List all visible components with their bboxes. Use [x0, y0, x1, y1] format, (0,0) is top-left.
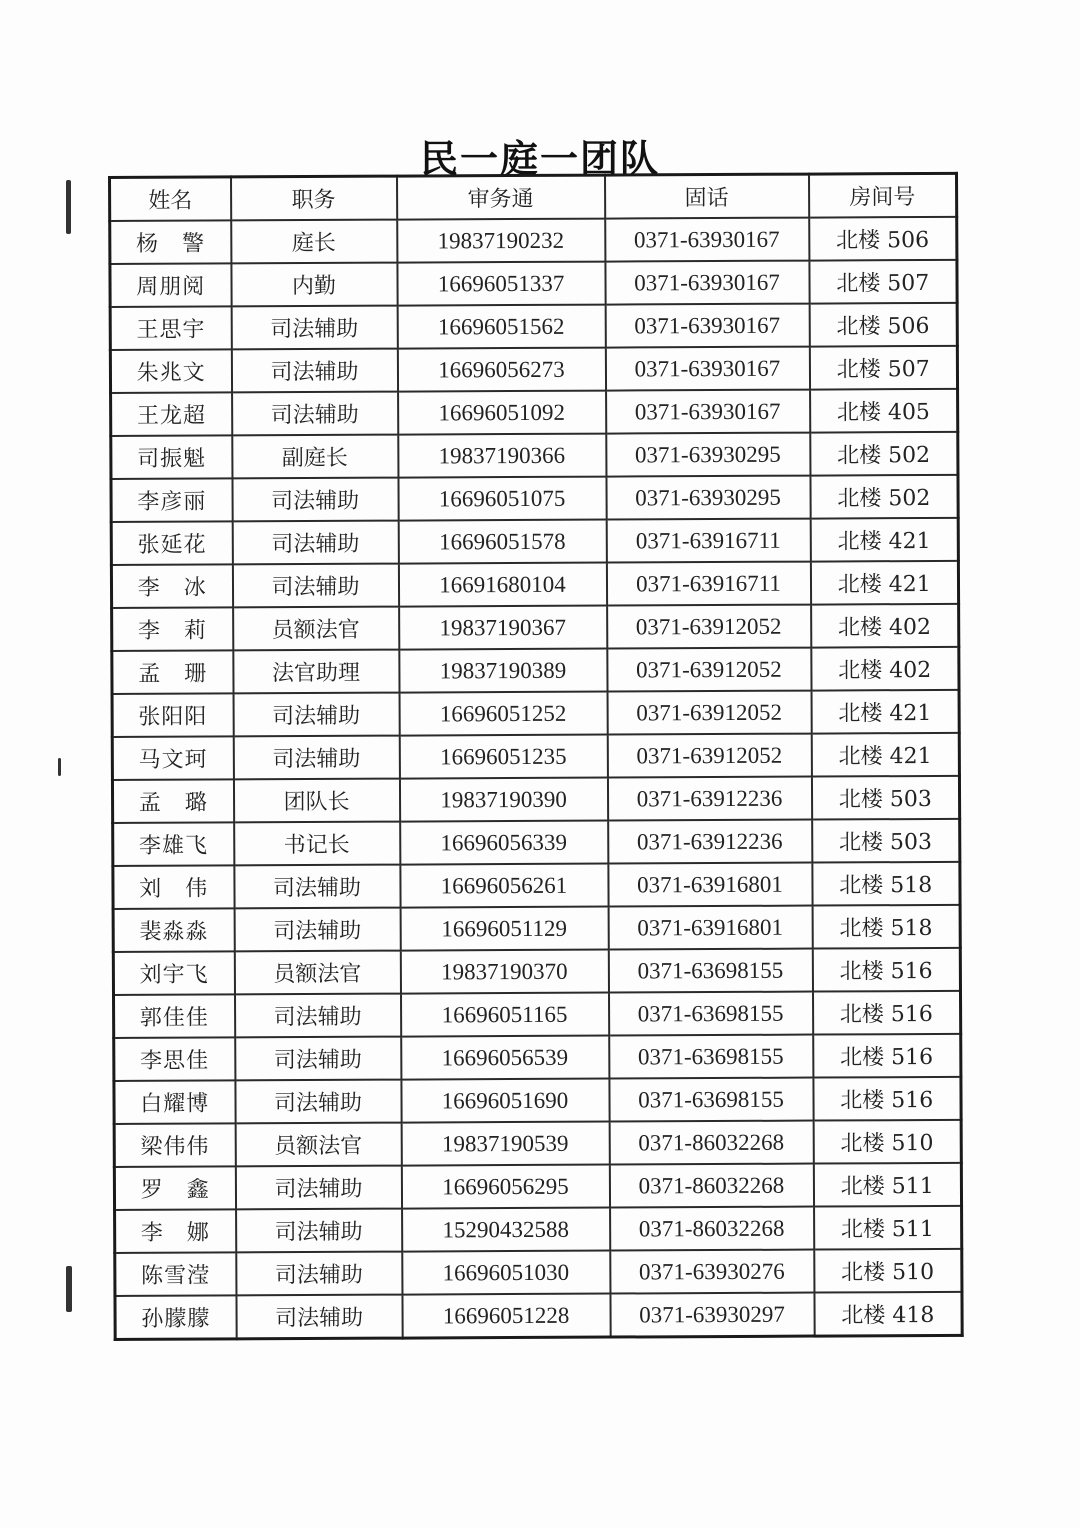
cell-name: 马文珂	[112, 736, 233, 780]
cell-name: 周朋阅	[110, 263, 231, 307]
header-name: 姓名	[110, 177, 231, 221]
table-row	[111, 389, 958, 436]
binding-mark-bottom	[66, 1266, 72, 1312]
cell-name: 王龙超	[111, 392, 232, 436]
table-row	[115, 1292, 962, 1340]
table-row	[113, 862, 960, 909]
cell-room: 北楼 421	[810, 561, 958, 605]
cell-room: 北楼 503	[812, 819, 960, 863]
header-row	[110, 173, 957, 221]
header-phone: 固话	[605, 174, 809, 218]
cell-name: 罗 鑫	[114, 1166, 235, 1210]
cell-role: 司法辅助	[233, 693, 399, 737]
cell-phone: 0371-63912052	[607, 691, 811, 735]
cell-role: 书记长	[234, 822, 400, 866]
cell-app: 16696051235	[399, 735, 607, 779]
cell-role: 司法辅助	[234, 908, 400, 952]
table-row	[110, 346, 957, 393]
cell-room: 北楼 502	[810, 475, 958, 519]
cell-room: 北楼 503	[811, 776, 959, 820]
cell-name: 郭佳佳	[114, 994, 235, 1038]
table-row	[111, 518, 958, 565]
table-row	[115, 1249, 962, 1296]
cell-role: 司法辅助	[232, 478, 398, 522]
table-row	[111, 475, 958, 522]
cell-name: 孙朦朦	[115, 1295, 236, 1339]
table-row	[115, 1206, 962, 1253]
cell-room: 北楼 516	[813, 1077, 961, 1121]
cell-role: 内勤	[231, 263, 397, 307]
cell-app: 16696056261	[400, 864, 608, 908]
cell-phone: 0371-63912052	[607, 734, 811, 778]
table-row	[112, 733, 959, 780]
cell-name: 孟 珊	[112, 650, 233, 694]
cell-room: 北楼 506	[809, 217, 957, 261]
cell-phone: 0371-63930167	[605, 261, 809, 305]
table-row	[112, 690, 959, 737]
cell-app: 16696051562	[397, 305, 605, 349]
roster-table	[108, 172, 964, 1341]
cell-app: 16696051578	[398, 520, 606, 564]
cell-room: 北楼 502	[810, 432, 958, 476]
cell-app: 16696051252	[399, 692, 607, 736]
table-row	[113, 905, 960, 952]
cell-app: 16696051337	[397, 262, 605, 306]
cell-name: 杨 警	[110, 220, 231, 264]
cell-phone: 0371-63930167	[605, 304, 809, 348]
cell-name: 李雄飞	[113, 822, 234, 866]
header-app: 审务通	[397, 175, 605, 220]
cell-phone: 0371-63698155	[608, 992, 812, 1036]
cell-phone: 0371-63912236	[607, 777, 811, 821]
cell-app: 19837190367	[399, 606, 607, 650]
cell-app: 19837190232	[397, 219, 605, 263]
table-row	[112, 604, 959, 651]
cell-app: 19837190370	[400, 950, 608, 994]
cell-room: 北楼 518	[812, 905, 960, 949]
cell-phone: 0371-63930167	[605, 218, 809, 262]
cell-room: 北楼 421	[811, 690, 959, 734]
cell-name: 梁伟伟	[114, 1123, 235, 1167]
cell-app: 16691680104	[398, 563, 606, 607]
cell-app: 19837190366	[398, 434, 606, 478]
cell-phone: 0371-63912236	[608, 820, 812, 864]
cell-phone: 0371-63930295	[606, 433, 810, 477]
cell-room: 北楼 510	[814, 1249, 962, 1293]
cell-app: 16696056273	[397, 348, 605, 392]
cell-name: 李 冰	[111, 564, 232, 608]
cell-name: 陈雪滢	[115, 1252, 236, 1296]
cell-phone: 0371-63930295	[606, 476, 810, 520]
cell-phone: 0371-63916711	[606, 519, 810, 563]
cell-app: 16696051075	[398, 477, 606, 521]
cell-role: 司法辅助	[233, 736, 399, 780]
cell-room: 北楼 511	[814, 1206, 962, 1250]
cell-app: 16696051030	[402, 1251, 610, 1295]
cell-phone: 0371-63698155	[608, 949, 812, 993]
table-row	[113, 948, 960, 995]
cell-phone: 0371-63912052	[607, 648, 811, 692]
cell-name: 李思佳	[114, 1037, 235, 1081]
cell-phone: 0371-86032268	[610, 1207, 814, 1251]
cell-name: 刘 伟	[113, 865, 234, 909]
table-row	[110, 303, 957, 350]
cell-room: 北楼 402	[811, 647, 959, 691]
cell-room: 北楼 507	[809, 260, 957, 304]
cell-app: 16696056539	[401, 1036, 609, 1080]
cell-app: 16696051690	[401, 1079, 609, 1123]
table-row	[114, 1120, 961, 1167]
cell-role: 司法辅助	[234, 865, 400, 909]
cell-room: 北楼 421	[811, 733, 959, 777]
cell-role: 司法辅助	[231, 349, 397, 393]
cell-room: 北楼 511	[813, 1163, 961, 1207]
cell-name: 裴淼淼	[113, 908, 234, 952]
cell-name: 朱兆文	[110, 349, 231, 393]
cell-room: 北楼 418	[814, 1292, 962, 1336]
cell-name: 李 莉	[112, 607, 233, 651]
cell-role: 团队长	[233, 779, 399, 823]
roster-body	[110, 217, 962, 1340]
page-title: 民一庭一团队	[419, 137, 660, 181]
cell-phone: 0371-63930297	[610, 1293, 814, 1337]
cell-role: 司法辅助	[235, 1037, 401, 1081]
table-row	[113, 819, 960, 866]
cell-name: 司振魁	[111, 435, 232, 479]
cell-role: 司法辅助	[232, 521, 398, 565]
cell-app: 15290432588	[402, 1208, 610, 1252]
table-row	[112, 647, 959, 694]
cell-app: 16696056295	[401, 1165, 609, 1209]
cell-room: 北楼 506	[809, 303, 957, 347]
cell-app: 19837190389	[399, 649, 607, 693]
cell-app: 16696056339	[400, 821, 608, 865]
cell-role: 员额法官	[234, 951, 400, 995]
cell-role: 员额法官	[233, 607, 399, 651]
cell-role: 司法辅助	[232, 392, 398, 436]
cell-role: 法官助理	[233, 650, 399, 694]
cell-room: 北楼 518	[812, 862, 960, 906]
cell-phone: 0371-63912052	[607, 605, 811, 649]
cell-phone: 0371-63930167	[606, 390, 810, 434]
cell-role: 庭长	[231, 220, 397, 264]
cell-role: 司法辅助	[235, 1166, 401, 1210]
cell-phone: 0371-63698155	[609, 1078, 813, 1122]
table-row	[110, 217, 957, 264]
cell-role: 司法辅助	[236, 1295, 402, 1339]
cell-phone: 0371-63698155	[609, 1035, 813, 1079]
cell-phone: 0371-63930167	[605, 347, 809, 391]
table-row	[111, 432, 958, 479]
cell-phone: 0371-63916711	[606, 562, 810, 606]
cell-app: 16696051228	[402, 1294, 610, 1339]
cell-phone: 0371-63916801	[608, 906, 812, 950]
cell-name: 李彦丽	[111, 478, 232, 522]
cell-room: 北楼 402	[811, 604, 959, 648]
cell-room: 北楼 516	[812, 948, 960, 992]
cell-role: 司法辅助	[231, 306, 397, 350]
cell-name: 张延花	[111, 521, 232, 565]
cell-name: 白耀博	[114, 1080, 235, 1124]
cell-phone: 0371-86032268	[609, 1121, 813, 1165]
cell-name: 孟 璐	[112, 779, 233, 823]
cell-name: 李 娜	[115, 1209, 236, 1253]
table-row	[112, 776, 959, 823]
cell-name: 王思宇	[110, 306, 231, 350]
cell-app: 19837190539	[401, 1122, 609, 1166]
table-row	[114, 1163, 961, 1210]
table-row	[114, 1077, 961, 1124]
header-role: 职务	[231, 176, 397, 220]
cell-phone: 0371-86032268	[609, 1164, 813, 1208]
cell-room: 北楼 405	[810, 389, 958, 433]
cell-room: 北楼 421	[810, 518, 958, 562]
cell-room: 北楼 510	[813, 1120, 961, 1164]
cell-name: 刘宇飞	[113, 951, 234, 995]
cell-role: 司法辅助	[235, 1080, 401, 1124]
table-row	[110, 260, 957, 307]
cell-phone: 0371-63930276	[610, 1250, 814, 1294]
binding-mark-middle	[58, 758, 61, 776]
cell-role: 司法辅助	[232, 564, 398, 608]
cell-room: 北楼 516	[812, 991, 960, 1035]
cell-app: 16696051165	[400, 993, 608, 1037]
cell-role: 副庭长	[232, 435, 398, 479]
table-row	[114, 1034, 961, 1081]
cell-room: 北楼 516	[813, 1034, 961, 1078]
cell-phone: 0371-63916801	[608, 863, 812, 907]
cell-role: 员额法官	[235, 1123, 401, 1167]
header-room: 房间号	[808, 173, 956, 217]
binding-mark-top	[66, 180, 71, 234]
table-row	[111, 561, 958, 608]
cell-room: 北楼 507	[809, 346, 957, 390]
cell-name: 张阳阳	[112, 693, 233, 737]
cell-app: 16696051129	[400, 907, 608, 951]
cell-app: 19837190390	[399, 778, 607, 822]
cell-role: 司法辅助	[235, 994, 401, 1038]
cell-role: 司法辅助	[236, 1252, 402, 1296]
roster-table-wrapper	[108, 172, 961, 1341]
cell-role: 司法辅助	[236, 1209, 402, 1253]
table-row	[114, 991, 961, 1038]
cell-app: 16696051092	[398, 391, 606, 435]
